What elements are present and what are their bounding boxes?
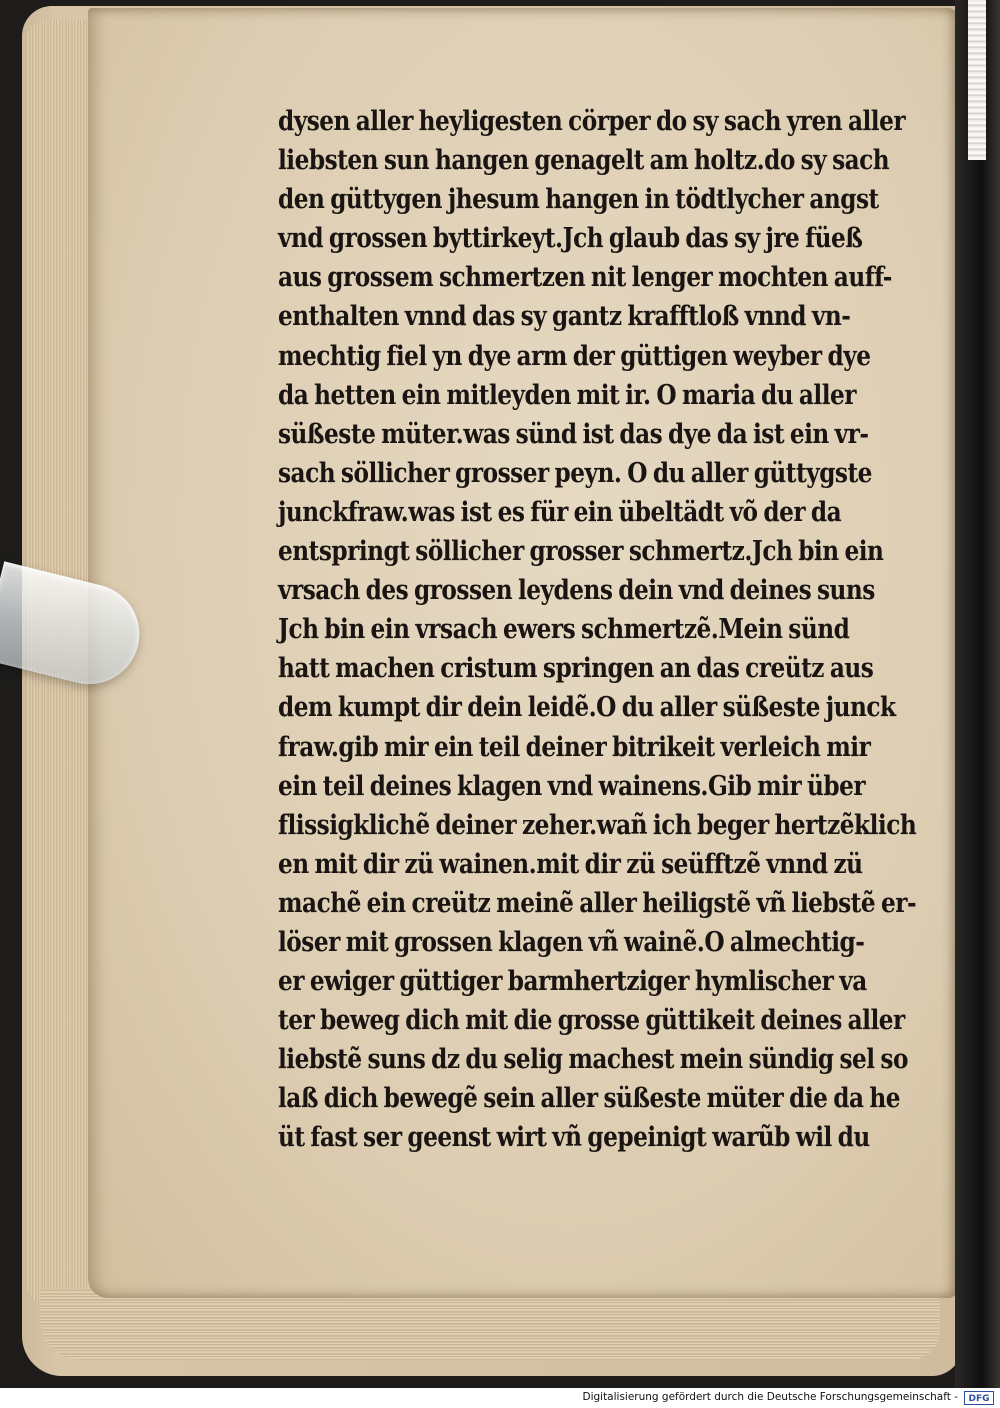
text-line: aus grossem schmertzen nit lenger mochten auff-	[278, 262, 892, 294]
funding-credit: Digitalisierung gefördert durch die Deutsche Forschungsgemeinschaft -	[582, 1391, 958, 1403]
text-line: Jch bin ein vrsach ewers schmertzẽ.Mein sünd	[278, 614, 850, 646]
text-line: flissigklichẽ deiner zeher.wañ ich beger hertzẽklich	[278, 809, 917, 841]
book-gutter	[955, 0, 1000, 1388]
text-line: ein teil deines klagen vnd wainens.Gib mir über	[278, 770, 866, 802]
text-line: junckfraw.was ist es für ein übeltädt võ der da	[278, 496, 842, 528]
text-line: liebsten sun hangen genagelt am holtz.do sy sach	[278, 145, 890, 177]
text-line: laß dich bewegẽ sein aller süßeste müter die da he	[278, 1083, 900, 1115]
text-line: sach söllicher grosser peyn. O du aller güttygste	[278, 457, 872, 489]
text-line: enthalten vnnd das sy gantz krafftloß vnnd vn-	[278, 301, 851, 333]
bottom-page-edges	[40, 1290, 940, 1360]
text-line: liebstẽ suns dz du selig machest mein sündig sel so	[278, 1044, 908, 1076]
facing-page-edge	[968, 0, 986, 160]
text-line: machẽ ein creütz meinẽ aller heiligstẽ vñ liebstẽ er-	[278, 887, 917, 919]
blackletter-text-block	[278, 102, 918, 1158]
dfg-logo: DFG	[964, 1391, 994, 1405]
text-line: ter beweg dich mit die grosse güttikeit deines aller	[278, 1005, 905, 1037]
text-line: da hetten ein mitleyden mit ir. O maria du aller	[278, 379, 857, 411]
text-line: er ewiger güttiger barmhertziger hymlischer va	[278, 966, 867, 998]
text-line: mechtig fiel yn dye arm der güttigen weyber dye	[278, 340, 871, 372]
text-line: süßeste müter.was sünd ist das dye da ist ein vr-	[278, 418, 869, 450]
text-line: löser mit grossen klagen vñ wainẽ.O almechtig-	[278, 926, 865, 958]
text-line: vrsach des grossen leydens dein vnd deines suns	[278, 575, 875, 607]
text-line: hatt machen cristum springen an das creütz aus	[278, 653, 874, 685]
footer-bar	[0, 1388, 1000, 1408]
text-line: entspringt söllicher grosser schmertz.Jch bin ein	[278, 536, 884, 568]
text-line: dem kumpt dir dein leidẽ.O du aller süßeste junck	[278, 692, 896, 724]
text-line: dysen aller heyligesten cörper do sy sach yren aller	[278, 106, 906, 137]
text-line: üt fast ser geenst wirt vñ gepeinigt warũb wil du	[278, 1122, 870, 1154]
text-line: den güttygen jhesum hangen in tödtlycher angst	[278, 184, 879, 216]
text-line: vnd grossen byttirkeyt.Jch glaub das sy jre füeß	[278, 223, 863, 255]
text-line: en mit dir zü wainen.mit dir zü seüfftzẽ vnnd zü	[278, 848, 863, 880]
text-line: fraw.gib mir ein teil deiner bitrikeit verleich mir	[278, 731, 871, 763]
